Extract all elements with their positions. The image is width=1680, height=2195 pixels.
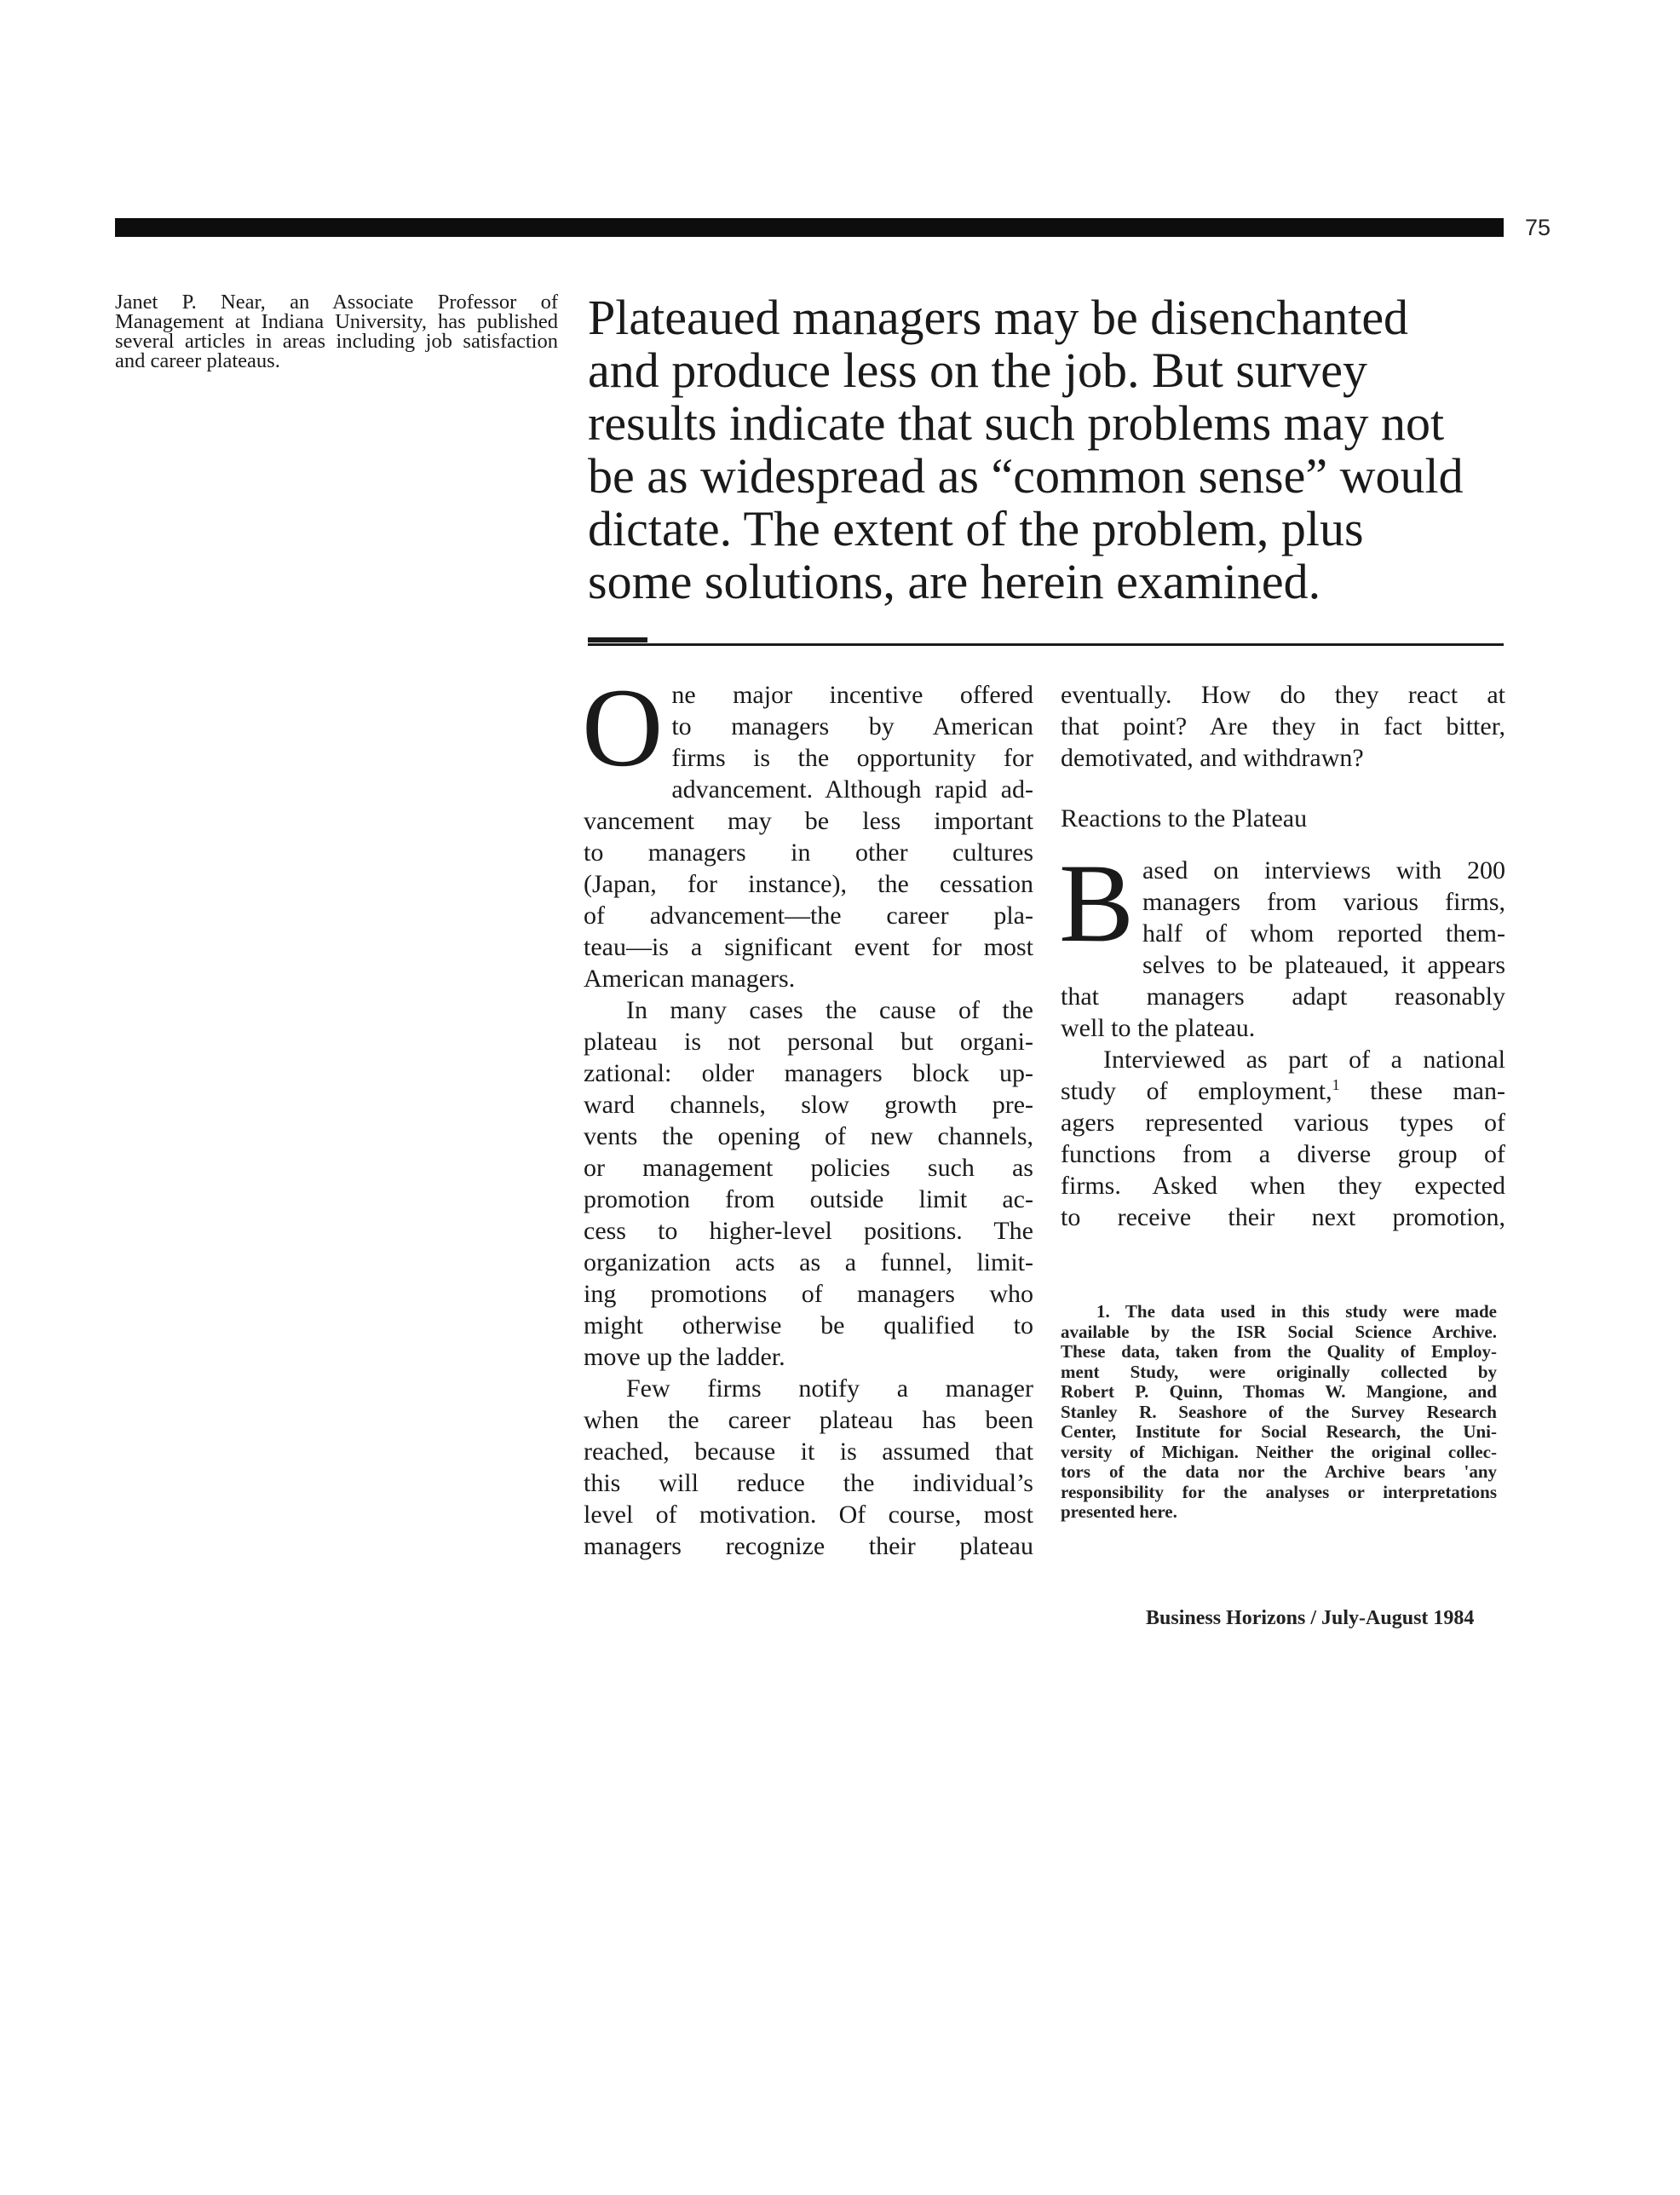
footnote-line: responsibility for the analyses or interpretations xyxy=(1061,1481,1497,1502)
text-line: managers recognize their plateau xyxy=(584,1532,1033,1560)
text-line: zational: older managers block up- xyxy=(584,1059,1033,1087)
text-line: firms. Asked when they expected xyxy=(1061,1172,1505,1200)
footnote-line: Center, Institute for Social Research, the Uni- xyxy=(1061,1421,1497,1442)
text-line: move up the ladder. xyxy=(584,1343,785,1371)
footnote-line: Stanley R. Seashore of the Survey Research xyxy=(1061,1401,1497,1422)
text-line: when the career plateau has been xyxy=(584,1406,1033,1434)
text-line: promotion from outside limit ac- xyxy=(584,1185,1033,1213)
text-fragment: these man- xyxy=(1339,1077,1505,1105)
paragraph xyxy=(1061,1044,1505,1233)
text-line: ased on interviews with 200 xyxy=(1142,856,1505,884)
text-line: ne major incentive offered xyxy=(671,681,1033,709)
text-line: demotivated, and withdrawn? xyxy=(1061,744,1364,772)
body-column-right xyxy=(1061,679,1505,1233)
text-line: ward channels, slow growth pre- xyxy=(584,1091,1033,1119)
journal-footer: Business Horizons / July-August 1984 xyxy=(1146,1607,1475,1629)
text-line: teau—is a significant event for most xyxy=(584,933,1033,961)
article-deck xyxy=(588,291,1504,608)
section-divider xyxy=(588,643,1504,646)
divider-accent xyxy=(588,637,647,642)
text-line: cess to higher-level positions. The xyxy=(584,1217,1033,1245)
text-line: vancement may be less important xyxy=(584,807,1033,835)
deck-line: dictate. The extent of the problem, plus xyxy=(588,501,1364,556)
text-line: functions from a diverse group of xyxy=(1061,1140,1505,1168)
paragraph xyxy=(1061,679,1505,774)
text-line: selves to be plateaued, it appears xyxy=(1142,951,1505,979)
section-opening-paragraph xyxy=(1059,840,1505,1044)
text-line: vents the opening of new channels, xyxy=(584,1122,1033,1150)
text-line: might otherwise be qualified to xyxy=(584,1311,1033,1339)
drop-cap: B xyxy=(1059,840,1135,965)
footnote-line: Robert P. Quinn, Thomas W. Mangione, and xyxy=(1061,1381,1497,1402)
text-line: In many cases the cause of the xyxy=(626,996,1033,1024)
text-line: eventually. How do they react at xyxy=(1061,681,1505,709)
footnote-line: 1. The data used in this study were made xyxy=(1096,1301,1497,1322)
footnote xyxy=(1061,1302,1497,1523)
body-column-left xyxy=(582,665,1033,1562)
drop-cap: O xyxy=(582,665,664,790)
text-line: that point? Are they in fact bitter, xyxy=(1061,712,1505,740)
text-line xyxy=(1061,1075,1505,1107)
text-line: Few firms notify a manager xyxy=(626,1374,1033,1403)
text-line: well to the plateau. xyxy=(1061,1014,1256,1042)
deck-line: be as widespread as “common sense” would xyxy=(588,448,1464,504)
text-line: that managers adapt reasonably xyxy=(1061,982,1505,1011)
deck-line: some solutions, are herein examined. xyxy=(588,554,1321,609)
text-line: of advancement—the career pla- xyxy=(584,902,1033,930)
header-rule xyxy=(115,218,1504,237)
text-line: this will reduce the individual’s xyxy=(584,1469,1033,1497)
text-line: to receive their next promotion, xyxy=(1061,1203,1505,1231)
footnote-line: ment Study, were originally collected by xyxy=(1061,1361,1497,1382)
footnote-line: versity of Michigan. Neither the original collec- xyxy=(1061,1441,1497,1462)
text-line: reached, because it is assumed that xyxy=(584,1437,1033,1466)
footnote-line: available by the ISR Social Science Archive. xyxy=(1061,1321,1497,1342)
deck-line: results indicate that such problems may not xyxy=(588,395,1445,451)
footnote-line: These data, taken from the Quality of Employ- xyxy=(1061,1341,1497,1362)
text-line: agers represented various types of xyxy=(1061,1109,1505,1137)
text-line: Interviewed as part of a national xyxy=(1103,1046,1505,1074)
text-line: organization acts as a funnel, limit- xyxy=(584,1248,1033,1276)
text-line: level of motivation. Of course, most xyxy=(584,1501,1033,1529)
footnote-line: presented here. xyxy=(1061,1501,1177,1522)
section-heading: Reactions to the Plateau xyxy=(1061,804,1308,832)
deck-line: and produce less on the job. But survey xyxy=(588,343,1367,398)
text-line: ing promotions of managers who xyxy=(584,1280,1033,1308)
text-line: firms is the opportunity for xyxy=(671,744,1033,772)
footnote-line: tors of the data nor the Archive bears 'any xyxy=(1061,1461,1497,1482)
text-line: or management policies such as xyxy=(584,1154,1033,1182)
text-line: (Japan, for instance), the cessation xyxy=(584,870,1033,898)
text-line: half of whom reported them- xyxy=(1142,919,1505,948)
deck-line: Plateaued managers may be disenchanted xyxy=(588,290,1409,345)
text-line: plateau is not personal but organi- xyxy=(584,1028,1033,1056)
author-bio: Janet P. Near, an Associate Professor of Management at Indiana University, has published several articles in areas including job satisfaction and career plateaus. xyxy=(115,291,558,372)
opening-paragraph xyxy=(582,665,1033,994)
text-line: American managers. xyxy=(584,965,796,993)
footnote-ref: 1 xyxy=(1332,1076,1340,1093)
page-number: 75 xyxy=(1525,215,1551,240)
text-fragment: study of employment, xyxy=(1061,1077,1332,1105)
paragraph xyxy=(584,1373,1033,1562)
text-line: advancement. Although rapid ad- xyxy=(671,775,1033,804)
text-line: managers from various firms, xyxy=(1142,888,1505,916)
paragraph xyxy=(584,994,1033,1373)
text-line: to managers by American xyxy=(671,712,1033,740)
text-line: to managers in other cultures xyxy=(584,838,1033,867)
